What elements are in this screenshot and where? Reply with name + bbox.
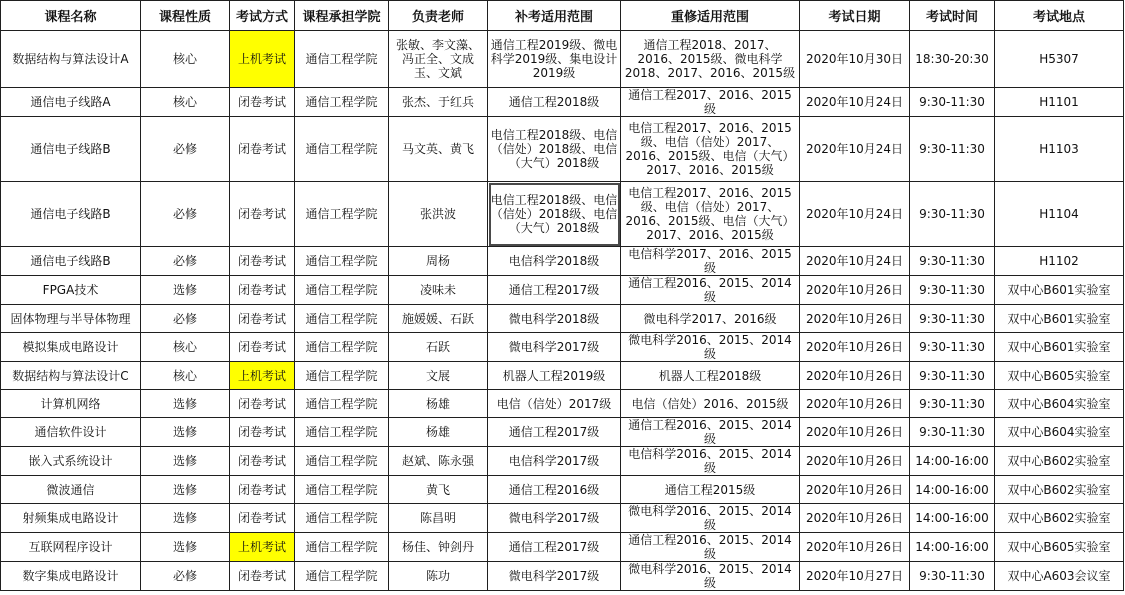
cell-course-type[interactable]: 核心	[141, 31, 230, 88]
header-exam-method[interactable]: 考试方式	[230, 1, 295, 31]
cell-teacher[interactable]: 马文英、黄飞	[389, 117, 488, 182]
cell-college[interactable]: 通信工程学院	[295, 390, 389, 418]
cell-exam-location[interactable]: 双中心B604实验室	[995, 390, 1124, 418]
table-row	[1, 88, 1124, 117]
cell-college[interactable]: 通信工程学院	[295, 276, 389, 305]
cell-course-name[interactable]: 通信电子线路B	[1, 247, 141, 276]
cell-course-type[interactable]: 必修	[141, 305, 230, 333]
cell-course-name[interactable]: 数据结构与算法设计A	[1, 31, 141, 88]
cell-retake-scope[interactable]: 电信科学2017、2016、2015级	[621, 247, 800, 276]
cell-course-type[interactable]: 选修	[141, 447, 230, 476]
cell-makeup-scope[interactable]: 机器人工程2019级	[488, 362, 621, 390]
cell-makeup-scope[interactable]: 通信工程2017级	[488, 418, 621, 447]
cell-course-type[interactable]: 必修	[141, 562, 230, 591]
cell-exam-time[interactable]: 9:30-11:30	[910, 88, 995, 117]
cell-exam-location[interactable]: 双中心B602实验室	[995, 447, 1124, 476]
cell-exam-method[interactable]: 闭卷考试	[230, 276, 295, 305]
cell-retake-scope[interactable]: 微电科学2016、2015、2014级	[621, 562, 800, 591]
cell-exam-method[interactable]: 闭卷考试	[230, 88, 295, 117]
cell-exam-time[interactable]: 14:00-16:00	[910, 533, 995, 562]
cell-makeup-scope[interactable]: 电信工程2018级、电信（信处）2018级、电信（大气）2018级	[488, 117, 621, 182]
cell-exam-method[interactable]: 闭卷考试	[230, 504, 295, 533]
cell-retake-scope[interactable]: 微电科学2017、2016级	[621, 305, 800, 333]
cell-college[interactable]: 通信工程学院	[295, 562, 389, 591]
table-row	[1, 333, 1124, 362]
table-row	[1, 247, 1124, 276]
cell-exam-date[interactable]: 2020年10月24日	[800, 182, 910, 247]
cell-exam-location[interactable]: 双中心B604实验室	[995, 418, 1124, 447]
table-row	[1, 182, 1124, 247]
cell-exam-location[interactable]: H1102	[995, 247, 1124, 276]
table-row	[1, 504, 1124, 533]
cell-teacher[interactable]: 杨雄	[389, 418, 488, 447]
cell-exam-location[interactable]: H1101	[995, 88, 1124, 117]
cell-exam-method[interactable]: 闭卷考试	[230, 117, 295, 182]
cell-exam-date[interactable]: 2020年10月26日	[800, 333, 910, 362]
header-course-name[interactable]: 课程名称	[1, 1, 141, 31]
cell-exam-method[interactable]: 闭卷考试	[230, 562, 295, 591]
cell-exam-date[interactable]: 2020年10月26日	[800, 447, 910, 476]
cell-exam-time[interactable]: 14:00-16:00	[910, 447, 995, 476]
table-row	[1, 447, 1124, 476]
cell-makeup-scope[interactable]: 通信工程2017级	[488, 533, 621, 562]
cell-retake-scope[interactable]: 通信工程2016、2015、2014级	[621, 533, 800, 562]
cell-course-name[interactable]: 通信电子线路A	[1, 88, 141, 117]
cell-course-type[interactable]: 选修	[141, 418, 230, 447]
table-row	[1, 476, 1124, 504]
cell-exam-location[interactable]: 双中心B601实验室	[995, 276, 1124, 305]
cell-exam-method[interactable]: 闭卷考试	[230, 182, 295, 247]
cell-exam-date[interactable]: 2020年10月27日	[800, 562, 910, 591]
cell-teacher[interactable]: 陈昌明	[389, 504, 488, 533]
cell-teacher[interactable]: 陈功	[389, 562, 488, 591]
cell-teacher[interactable]: 文展	[389, 362, 488, 390]
cell-exam-time[interactable]: 9:30-11:30	[910, 305, 995, 333]
cell-course-type[interactable]: 选修	[141, 390, 230, 418]
cell-exam-date[interactable]: 2020年10月26日	[800, 476, 910, 504]
cell-college[interactable]: 通信工程学院	[295, 418, 389, 447]
cell-course-type[interactable]: 核心	[141, 88, 230, 117]
header-college[interactable]: 课程承担学院	[295, 1, 389, 31]
table-row	[1, 31, 1124, 88]
cell-exam-location[interactable]: H5307	[995, 31, 1124, 88]
cell-teacher[interactable]: 杨佳、钟剑丹	[389, 533, 488, 562]
cell-course-name[interactable]: 数字集成电路设计	[1, 562, 141, 591]
cell-course-type[interactable]: 必修	[141, 247, 230, 276]
cell-exam-date[interactable]: 2020年10月26日	[800, 390, 910, 418]
cell-exam-location[interactable]: 双中心B601实验室	[995, 333, 1124, 362]
cell-teacher[interactable]: 杨雄	[389, 390, 488, 418]
cell-exam-location[interactable]: H1103	[995, 117, 1124, 182]
cell-makeup-scope[interactable]: 微电科学2017级	[488, 504, 621, 533]
cell-course-type[interactable]: 选修	[141, 533, 230, 562]
cell-exam-time[interactable]: 9:30-11:30	[910, 390, 995, 418]
cell-makeup-scope[interactable]: 微电科学2018级	[488, 305, 621, 333]
cell-retake-scope[interactable]: 通信工程2017、2016、2015级	[621, 88, 800, 117]
cell-retake-scope[interactable]: 微电科学2016、2015、2014级	[621, 504, 800, 533]
cell-exam-date[interactable]: 2020年10月26日	[800, 504, 910, 533]
cell-teacher[interactable]: 赵斌、陈永强	[389, 447, 488, 476]
cell-college[interactable]: 通信工程学院	[295, 476, 389, 504]
table-row	[1, 390, 1124, 418]
cell-retake-scope[interactable]: 通信工程2015级	[621, 476, 800, 504]
cell-retake-scope[interactable]: 通信工程2016、2015、2014级	[621, 276, 800, 305]
cell-exam-date[interactable]: 2020年10月26日	[800, 533, 910, 562]
header-exam-date[interactable]: 考试日期	[800, 1, 910, 31]
cell-exam-location[interactable]: 双中心B602实验室	[995, 476, 1124, 504]
cell-exam-date[interactable]: 2020年10月24日	[800, 247, 910, 276]
cell-course-name[interactable]: 互联网程序设计	[1, 533, 141, 562]
cell-exam-date[interactable]: 2020年10月26日	[800, 276, 910, 305]
cell-course-type[interactable]: 必修	[141, 117, 230, 182]
cell-retake-scope[interactable]: 微电科学2016、2015、2014级	[621, 333, 800, 362]
cell-retake-scope[interactable]: 电信科学2016、2015、2014级	[621, 447, 800, 476]
header-course-type[interactable]: 课程性质	[141, 1, 230, 31]
cell-exam-time[interactable]: 18:30-20:30	[910, 31, 995, 88]
cell-college[interactable]: 通信工程学院	[295, 333, 389, 362]
cell-exam-method[interactable]: 闭卷考试	[230, 333, 295, 362]
cell-retake-scope[interactable]: 机器人工程2018级	[621, 362, 800, 390]
cell-college[interactable]: 通信工程学院	[295, 247, 389, 276]
cell-teacher[interactable]: 周杨	[389, 247, 488, 276]
cell-exam-time[interactable]: 14:00-16:00	[910, 504, 995, 533]
cell-makeup-scope[interactable]: 通信工程2016级	[488, 476, 621, 504]
cell-makeup-scope[interactable]: 通信工程2017级	[488, 276, 621, 305]
cell-course-type[interactable]: 核心	[141, 333, 230, 362]
cell-teacher[interactable]: 石跃	[389, 333, 488, 362]
cell-exam-location[interactable]: 双中心B601实验室	[995, 305, 1124, 333]
cell-exam-date[interactable]: 2020年10月24日	[800, 88, 910, 117]
cell-exam-time[interactable]: 14:00-16:00	[910, 476, 995, 504]
cell-exam-date[interactable]: 2020年10月26日	[800, 305, 910, 333]
cell-exam-time[interactable]: 9:30-11:30	[910, 117, 995, 182]
cell-exam-time[interactable]: 9:30-11:30	[910, 333, 995, 362]
cell-retake-scope[interactable]: 电信工程2017、2016、2015级、电信（信处）2017、2016、2015级、电信（大气）2017、2016、2015级	[621, 182, 800, 247]
cell-exam-time[interactable]: 9:30-11:30	[910, 276, 995, 305]
cell-makeup-scope[interactable]: 微电科学2017级	[488, 562, 621, 591]
cell-exam-time[interactable]: 9:30-11:30	[910, 362, 995, 390]
cell-teacher[interactable]: 张杰、于红兵	[389, 88, 488, 117]
cell-college[interactable]: 通信工程学院	[295, 362, 389, 390]
cell-makeup-scope[interactable]: 微电科学2017级	[488, 333, 621, 362]
cell-makeup-scope[interactable]: 通信工程2019级、微电科学2019级、集电设计2019级	[488, 31, 621, 88]
cell-makeup-scope[interactable]: 电信（信处）2017级	[488, 390, 621, 418]
cell-course-name[interactable]: 射频集成电路设计	[1, 504, 141, 533]
cell-retake-scope[interactable]: 电信工程2017、2016、2015级、电信（信处）2017、2016、2015级、电信（大气）2017、2016、2015级	[621, 117, 800, 182]
cell-teacher[interactable]: 张洪波	[389, 182, 488, 247]
table-row	[1, 276, 1124, 305]
cell-course-name[interactable]: 通信电子线路B	[1, 117, 141, 182]
cell-course-type[interactable]: 选修	[141, 504, 230, 533]
cell-college[interactable]: 通信工程学院	[295, 88, 389, 117]
cell-retake-scope[interactable]: 电信（信处）2016、2015级	[621, 390, 800, 418]
cell-exam-date[interactable]: 2020年10月26日	[800, 418, 910, 447]
cell-course-type[interactable]: 必修	[141, 182, 230, 247]
cell-course-name[interactable]: 微波通信	[1, 476, 141, 504]
cell-college[interactable]: 通信工程学院	[295, 447, 389, 476]
header-row	[1, 1, 1124, 31]
cell-exam-method[interactable]: 闭卷考试	[230, 418, 295, 447]
table-row	[1, 117, 1124, 182]
cell-exam-location[interactable]: 双中心A603会议室	[995, 562, 1124, 591]
cell-course-name[interactable]: 数据结构与算法设计C	[1, 362, 141, 390]
table-row	[1, 305, 1124, 333]
cell-college[interactable]: 通信工程学院	[295, 31, 389, 88]
cell-makeup-scope[interactable]: 通信工程2018级	[488, 88, 621, 117]
cell-course-name[interactable]: 嵌入式系统设计	[1, 447, 141, 476]
cell-teacher[interactable]: 凌味未	[389, 276, 488, 305]
cell-exam-method[interactable]: 闭卷考试	[230, 476, 295, 504]
table-row	[1, 533, 1124, 562]
cell-exam-location[interactable]: H1104	[995, 182, 1124, 247]
cell-course-name[interactable]: FPGA技术	[1, 276, 141, 305]
cell-exam-method[interactable]: 上机考试	[230, 31, 295, 88]
cell-course-name[interactable]: 模拟集成电路设计	[1, 333, 141, 362]
cell-teacher[interactable]: 施媛媛、石跃	[389, 305, 488, 333]
cell-makeup-scope[interactable]: 电信科学2018级	[488, 247, 621, 276]
cell-exam-time[interactable]: 9:30-11:30	[910, 247, 995, 276]
cell-exam-method[interactable]: 闭卷考试	[230, 247, 295, 276]
cell-course-type[interactable]: 选修	[141, 276, 230, 305]
cell-makeup-scope-selected[interactable]: 电信工程2018级、电信（信处）2018级、电信（大气）2018级	[488, 182, 621, 247]
header-makeup-scope[interactable]: 补考适用范围	[488, 1, 621, 31]
cell-course-type[interactable]: 选修	[141, 476, 230, 504]
cell-college[interactable]: 通信工程学院	[295, 533, 389, 562]
cell-college[interactable]: 通信工程学院	[295, 504, 389, 533]
table-row	[1, 562, 1124, 591]
cell-exam-date[interactable]: 2020年10月24日	[800, 117, 910, 182]
table-row	[1, 418, 1124, 447]
header-teacher[interactable]: 负责老师	[389, 1, 488, 31]
cell-course-name[interactable]: 固体物理与半导体物理	[1, 305, 141, 333]
cell-exam-location[interactable]: 双中心B602实验室	[995, 504, 1124, 533]
cell-exam-method[interactable]: 闭卷考试	[230, 305, 295, 333]
cell-course-type[interactable]: 核心	[141, 362, 230, 390]
cell-college[interactable]: 通信工程学院	[295, 305, 389, 333]
cell-exam-location[interactable]: 双中心B605实验室	[995, 533, 1124, 562]
cell-exam-time[interactable]: 9:30-11:30	[910, 182, 995, 247]
header-retake-scope[interactable]: 重修适用范围	[621, 1, 800, 31]
cell-teacher[interactable]: 张敏、李文藻、冯正全、文成玉、文斌	[389, 31, 488, 88]
cell-college[interactable]: 通信工程学院	[295, 117, 389, 182]
cell-exam-time[interactable]: 9:30-11:30	[910, 562, 995, 591]
cell-exam-method[interactable]: 上机考试	[230, 533, 295, 562]
table-row	[1, 362, 1124, 390]
cell-course-name[interactable]: 计算机网络	[1, 390, 141, 418]
cell-college[interactable]: 通信工程学院	[295, 182, 389, 247]
cell-retake-scope[interactable]: 通信工程2016、2015、2014级	[621, 418, 800, 447]
cell-exam-method[interactable]: 闭卷考试	[230, 447, 295, 476]
header-exam-time[interactable]: 考试时间	[910, 1, 995, 31]
cell-teacher[interactable]: 黄飞	[389, 476, 488, 504]
header-exam-location[interactable]: 考试地点	[995, 1, 1124, 31]
cell-course-name[interactable]: 通信软件设计	[1, 418, 141, 447]
cell-course-name[interactable]: 通信电子线路B	[1, 182, 141, 247]
cell-exam-time[interactable]: 9:30-11:30	[910, 418, 995, 447]
cell-exam-date[interactable]: 2020年10月26日	[800, 362, 910, 390]
cell-exam-location[interactable]: 双中心B605实验室	[995, 362, 1124, 390]
cell-exam-date[interactable]: 2020年10月30日	[800, 31, 910, 88]
cell-exam-method[interactable]: 上机考试	[230, 362, 295, 390]
cell-exam-method[interactable]: 闭卷考试	[230, 390, 295, 418]
cell-retake-scope[interactable]: 通信工程2018、2017、2016、2015级、微电科学2018、2017、2016、2015级	[621, 31, 800, 88]
cell-makeup-scope[interactable]: 电信科学2017级	[488, 447, 621, 476]
